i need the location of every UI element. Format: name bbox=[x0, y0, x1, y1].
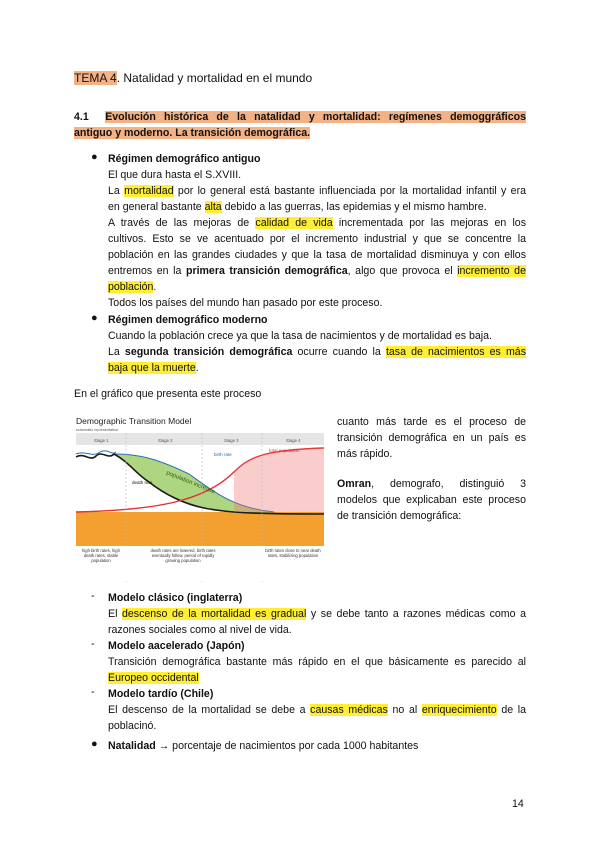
omran-name: Omran bbox=[337, 478, 372, 490]
moderno-title: Régimen demográfico moderno bbox=[108, 314, 268, 326]
chart-subtitle: schematic representation bbox=[76, 428, 119, 432]
stage-label: Stage 1 bbox=[94, 438, 109, 443]
caption-stage2: death rates are lowered, birth rates eventually follow, period of rapidly growing population bbox=[150, 548, 216, 563]
chart-svg bbox=[74, 412, 326, 582]
graph-intro: En el gráfico que presenta este proceso bbox=[74, 388, 262, 400]
highlight-incremento: incremento de bbox=[457, 265, 526, 277]
text: razones sociales como al nivel de vida. bbox=[108, 624, 292, 636]
stage-label: Stage 3 bbox=[224, 438, 239, 443]
modelo-acelerado bbox=[108, 638, 526, 686]
caption-stage3: birth rates close to near death rates, stabilizing population bbox=[265, 548, 321, 558]
bullet-icon: ● bbox=[91, 151, 98, 163]
tema-label: TEMA 4 bbox=[74, 71, 117, 85]
text: poblacinó. bbox=[108, 720, 157, 732]
regimen-moderno bbox=[108, 312, 526, 376]
highlight-enriquecimiento: enriquecimiento bbox=[421, 704, 497, 716]
section-title-line2: antiguo y moderno. La transición demográfica. bbox=[74, 127, 311, 139]
text: , algo que provoca el bbox=[347, 265, 458, 277]
text: por lo general está bastante influenciada por la mortalidad infantil y era bbox=[173, 185, 526, 197]
highlight-mortalidad: mortalidad bbox=[124, 185, 174, 197]
arrow-icon: → bbox=[155, 740, 173, 752]
moderno-line: Cuando la población crece ya que la tasa de nacimientos y de mortalidad es baja. bbox=[108, 330, 492, 342]
antiguo-title: Régimen demográfico antiguo bbox=[108, 153, 261, 165]
death-rate-label: death rate bbox=[132, 480, 153, 485]
highlight-baja: baja que la muerte bbox=[108, 362, 196, 374]
antiguo-line: cultivos. Esto se ve acentuado por el incremento industrial y que se concentre la bbox=[108, 233, 526, 245]
section-title-line1: Evolución histórica de la natalidad y mortalidad: regímenes demoggráficos bbox=[105, 111, 527, 123]
side-paragraph-2 bbox=[337, 476, 526, 524]
caption-stage1: high birth rates, high death rates, stable population bbox=[82, 548, 120, 563]
text: , demografo, distinguió 3 modelos que explicaban este proceso de transición demográfica: bbox=[337, 478, 526, 522]
side-paragraph-1: cuanto más tarde es el proceso de transición demográfica en un país es más rápido. bbox=[337, 416, 526, 460]
highlight-alta: alta bbox=[204, 201, 222, 213]
highlight-descenso: descenso de la mortalidad es gradual bbox=[122, 608, 307, 620]
highlight-causas: causas médicas bbox=[310, 704, 388, 716]
text: A través de las mejoras de bbox=[108, 217, 256, 229]
page-title bbox=[74, 70, 312, 86]
antiguo-line: El que dura hasta el S.XVIII. bbox=[108, 169, 242, 181]
text: entremos en la bbox=[108, 265, 186, 277]
clasico-title: Modelo clásico (inglaterra) bbox=[108, 592, 243, 604]
demographic-transition-chart bbox=[74, 412, 326, 582]
text: y se debe tanto a razones médicas como a bbox=[306, 608, 526, 620]
text: en general bastante bbox=[108, 201, 205, 213]
natalidad-definition bbox=[108, 738, 418, 754]
antiguo-line: población en las grandes ciudades y que la tasa de mortalidad disminuya y con ellos bbox=[108, 249, 526, 261]
tema-title: . Natalidad y mortalidad en el mundo bbox=[116, 71, 313, 85]
text: no al bbox=[387, 704, 422, 716]
modelo-tardio bbox=[108, 686, 526, 734]
section-number: 4.1 bbox=[74, 111, 89, 123]
text: debido a las guerras, las epidemias y el mismo hambre. bbox=[221, 201, 487, 213]
stage-label: Stage 2 bbox=[158, 438, 173, 443]
text: . bbox=[195, 362, 199, 374]
text: La bbox=[108, 185, 125, 197]
text: Transición demográfica bastante más rápido en el que básicamente es parecido al bbox=[108, 656, 526, 668]
highlight-tasa: tasa de nacimientos es más bbox=[385, 346, 526, 358]
highlight-europeo: Europeo occidental bbox=[108, 672, 199, 684]
text: de la bbox=[496, 704, 527, 716]
text: La bbox=[108, 346, 125, 358]
regimen-antiguo bbox=[108, 151, 526, 311]
text: ocurre cuando la bbox=[292, 346, 386, 358]
total-population-label: total population bbox=[269, 448, 300, 453]
text: porcentaje de nacimientos por cada 1000 habitantes bbox=[172, 740, 419, 752]
chart-title: Demographic Transition Model bbox=[76, 416, 192, 426]
text: El descenso de la mortalidad se debe a bbox=[108, 704, 311, 716]
antiguo-line: Todos los países del mundo han pasado por este proceso. bbox=[108, 297, 383, 309]
dash-bullet: - bbox=[91, 590, 95, 602]
section-heading bbox=[74, 109, 526, 141]
dash-bullet: - bbox=[91, 686, 95, 698]
acelerado-title: Modelo aacelerado (Japón) bbox=[108, 640, 245, 652]
highlight-poblacion: población bbox=[108, 281, 154, 293]
bullet-icon: ● bbox=[91, 738, 98, 750]
bullet-icon: ● bbox=[91, 312, 98, 324]
tardio-title: Modelo tardío (Chile) bbox=[108, 688, 214, 700]
modelo-clasico bbox=[108, 590, 526, 638]
dash-bullet: - bbox=[91, 638, 95, 650]
birth-rate-label: birth rate bbox=[214, 452, 232, 457]
page-number: 14 bbox=[512, 798, 524, 810]
stage-label: Stage 4 bbox=[286, 438, 301, 443]
primera-transicion: primera transición demográfica bbox=[185, 265, 348, 277]
natalidad-label: Natalidad bbox=[108, 740, 156, 752]
text: . bbox=[153, 281, 157, 293]
text: incrementada por las mejoras en los bbox=[332, 217, 526, 229]
segunda-transicion: segunda transición demográfica bbox=[124, 346, 293, 358]
text: El bbox=[108, 608, 123, 620]
highlight-calidad: calidad de vida bbox=[255, 217, 333, 229]
population-increase-label: population increase bbox=[165, 470, 216, 496]
